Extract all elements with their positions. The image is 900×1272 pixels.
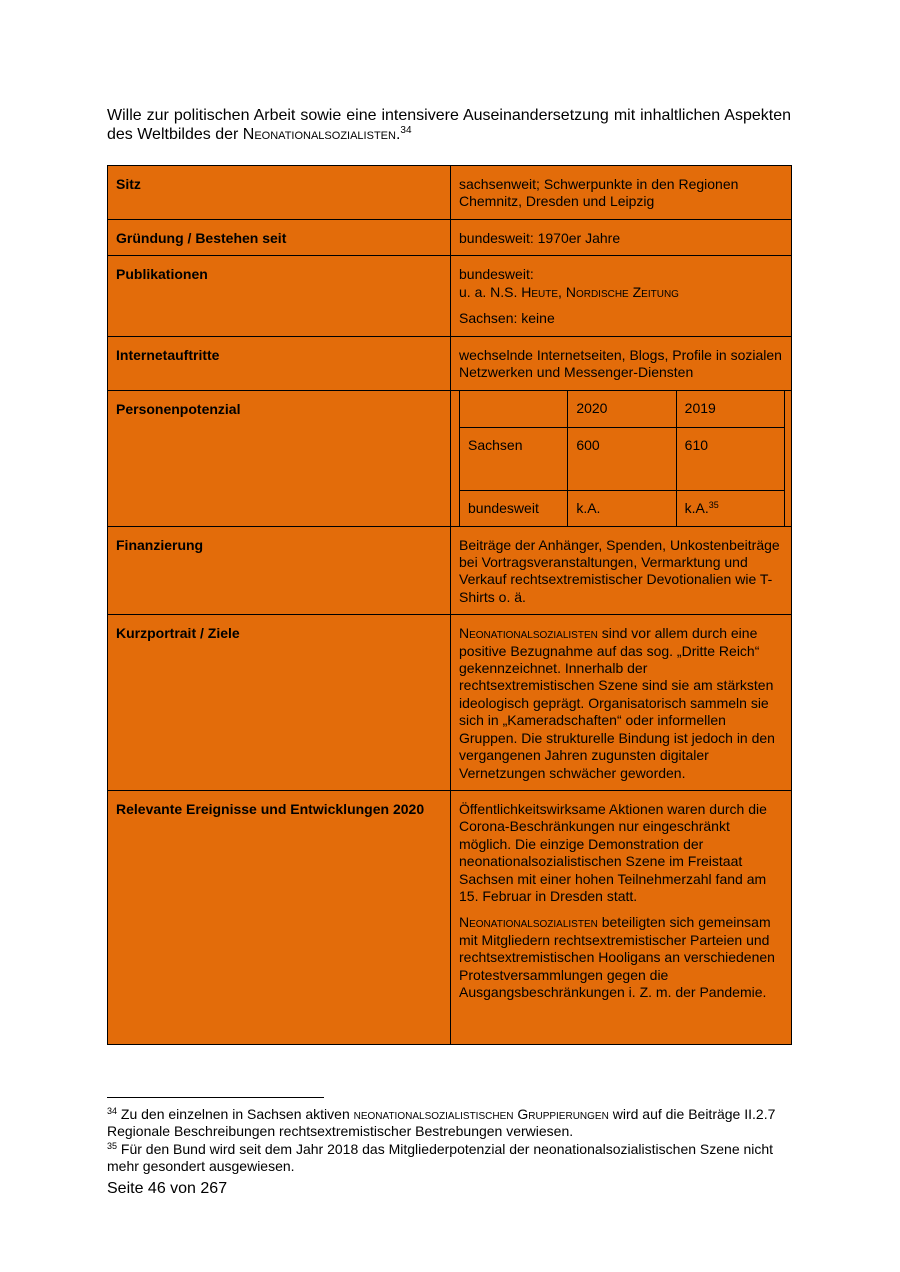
row-personen	[108, 390, 792, 526]
pub-separator: ,	[558, 283, 566, 300]
footnote-34-suffix: wird auf die Beiträge II.2.7 Regionale Beschreibungen rechtsextremistischer Bestrebungen verwiesen.	[107, 1106, 776, 1140]
intro-text: Wille zur politischen Arbeit sowie eine intensivere Auseinandersetzung mit inhaltlichen Aspekten des Weltbildes der	[107, 107, 791, 143]
footnote-ref-35[interactable]: 35	[708, 499, 719, 510]
pot-row-bund	[460, 490, 785, 526]
footnote-34-prefix: Zu den einzelnen in Sachsen aktiven	[117, 1106, 354, 1122]
value-kurzportrait	[451, 615, 792, 791]
intro-paragraph	[107, 106, 791, 144]
value-gruendung: bundesweit: 1970er Jahre	[451, 220, 792, 256]
pot-bund-2020: k.A.	[568, 490, 676, 526]
label-publikationen: Publikationen	[108, 256, 451, 336]
profile-table	[107, 165, 792, 1045]
label-ereignisse: Relevante Ereignisse und Entwicklungen 2020	[108, 790, 451, 1044]
footnote-34	[107, 1106, 797, 1141]
row-sitz	[108, 166, 792, 220]
value-internet: wechselnde Internetseiten, Blogs, Profile in sozialen Netzwerken und Messenger-Diensten	[451, 336, 792, 390]
label-kurzportrait: Kurzportrait / Ziele	[108, 615, 451, 791]
footnote-34-term: neonationalsozialistischen Gruppierungen	[353, 1106, 609, 1122]
kurzportrait-text: sind vor allem durch eine positive Bezugnahme auf das sog. „Dritte Reich“ gekennzeichnet. Innerhalb der rechtsextremistischen Szene sind sie am stärksten ideologisch geprägt. Organisatorisch sammeln sie sich in „Kameradschaften“ oder informellen Gruppen. Die strukturelle Bindung ist jedoch in den vergangenen Jahren zugunsten digitaler Vernetzungen schwächer geworden.	[459, 625, 775, 781]
row-publikationen	[108, 256, 792, 336]
pot-sachsen-2020: 600	[568, 427, 676, 490]
footnote-divider	[107, 1097, 324, 1098]
pot-sachsen-2019: 610	[676, 427, 784, 490]
ereignisse-paragraph-2	[459, 914, 783, 1001]
ereignisse-term: Neonationalsozialisten	[459, 914, 598, 931]
intro-term: Neonationalsozialisten	[242, 126, 396, 143]
value-ereignisse	[451, 790, 792, 1044]
footnote-35-number: 35	[107, 1140, 118, 1151]
pot-bund-label: bundesweit	[460, 490, 568, 526]
pub-nsheute: N.S. Heute	[490, 283, 559, 300]
value-personen	[451, 390, 792, 526]
pot-sachsen-label: Sachsen	[460, 427, 568, 490]
footnotes	[107, 1106, 797, 1175]
personenpotenzial-table	[459, 391, 785, 526]
row-internet	[108, 336, 792, 390]
pot-header-2019: 2019	[676, 391, 784, 428]
footnote-ref-34[interactable]: 34	[400, 125, 412, 136]
pub-line-1: bundesweit:	[459, 266, 534, 283]
ereignisse-paragraph-1: Öffentlichkeitswirksame Aktionen waren durch die Corona-Beschränkungen nur eingeschränkt möglich. Die einzige Demonstration der neonationalsozialistischen Szene im Freistaat Sachsen mit einer hohen Teilnehmerzahl fand am 15. Februar in Dresden statt.	[459, 800, 767, 904]
label-sitz: Sitz	[108, 166, 451, 220]
row-gruendung	[108, 220, 792, 256]
value-publikationen	[451, 256, 792, 336]
row-kurzportrait	[108, 615, 792, 791]
pot-bund-2019-value: k.A.	[684, 499, 709, 516]
label-personen: Personenpotenzial	[108, 390, 451, 526]
pot-header-2020: 2020	[568, 391, 676, 428]
kurzportrait-term: Neonationalsozialisten	[459, 625, 598, 642]
footnote-35	[107, 1141, 797, 1176]
pot-bund-2019	[676, 490, 784, 526]
pot-header-row	[460, 391, 785, 428]
value-sitz: sachsenweit; Schwerpunkte in den Regionen Chemnitz, Dresden und Leipzig	[451, 166, 792, 220]
label-internet: Internetauftritte	[108, 336, 451, 390]
footnote-34-number: 34	[107, 1106, 118, 1116]
row-ereignisse	[108, 790, 792, 1044]
label-gruendung: Gründung / Bestehen seit	[108, 220, 451, 256]
ereignisse-paragraph-2-text: beteiligten sich gemeinsam mit Mitgliedern rechtsextremistischer Parteien und rechtsextremistischen Hooligans an verschiedenen Protestversammlungen gegen die Ausgangsbeschränkungen i. Z. m. der Pandemie.	[459, 914, 775, 1000]
pot-header-empty	[460, 391, 568, 428]
label-finanzierung: Finanzierung	[108, 526, 451, 615]
value-finanzierung: Beiträge der Anhänger, Spenden, Unkostenbeiträge bei Vortragsveranstaltungen, Vermarktung und Verkauf rechtsextremistischer Devotionalien wie T-Shirts o. ä.	[451, 526, 792, 615]
page-number: Seite 46 von 267	[107, 1180, 228, 1197]
pub-line-3: Sachsen: keine	[459, 310, 555, 327]
pub-nordische-zeitung: Nordische Zeitung	[565, 283, 679, 300]
row-finanzierung	[108, 526, 792, 615]
footnote-35-text: Für den Bund wird seit dem Jahr 2018 das Mitgliederpotenzial der neonationalsozialistischen Szene nicht mehr gesondert ausgewiesen.	[107, 1140, 774, 1174]
pot-row-sachsen	[460, 427, 785, 490]
pub-line-2-prefix: u. a.	[459, 283, 491, 300]
intro-end: .	[395, 126, 401, 143]
